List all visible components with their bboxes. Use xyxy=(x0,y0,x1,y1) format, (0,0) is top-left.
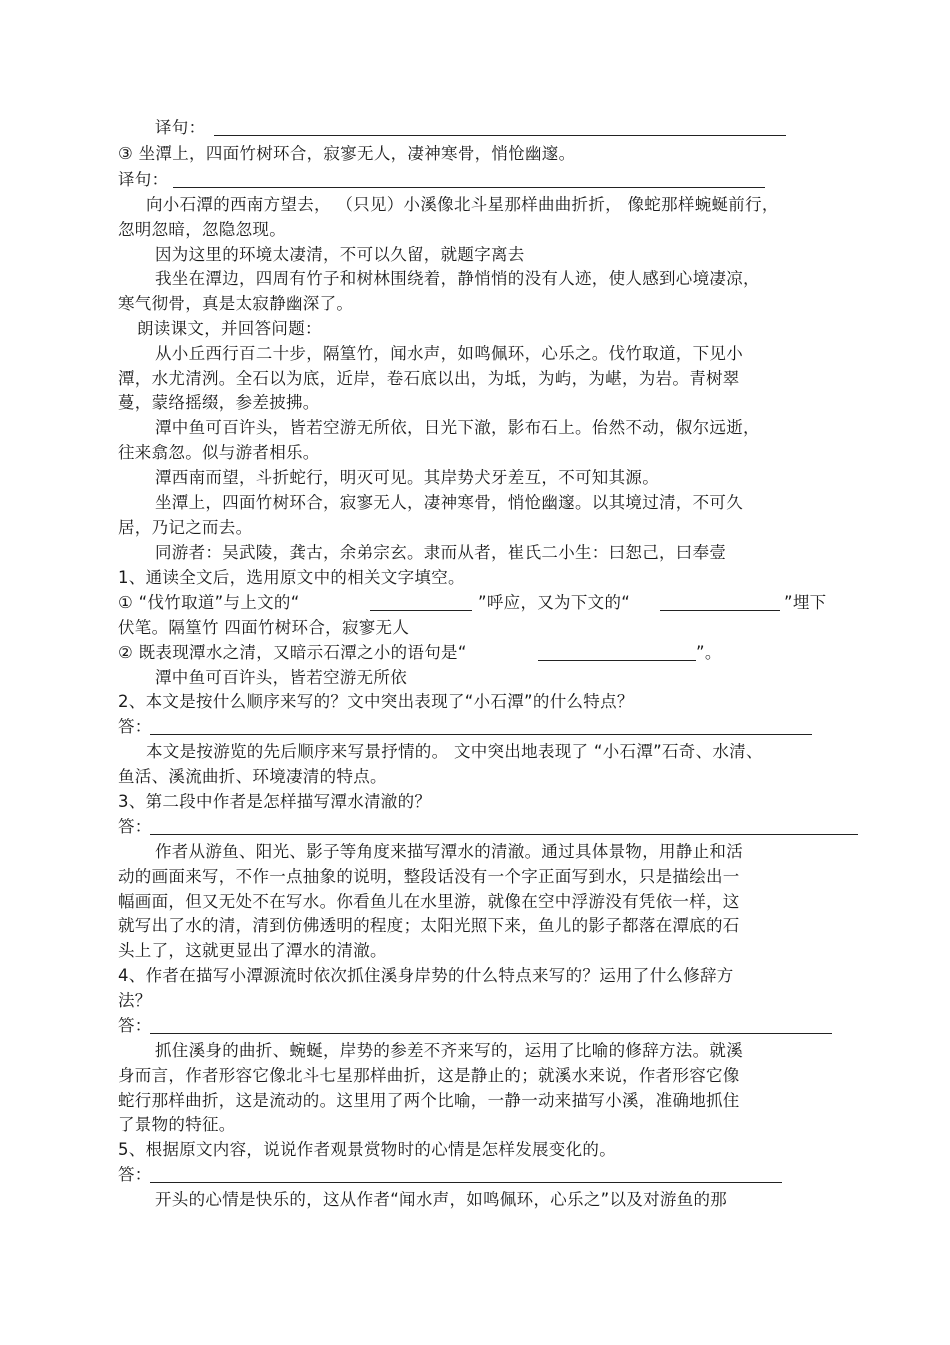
answer-label-5: 答： xyxy=(118,1165,152,1184)
question-4-answer-line-2: 身而言，作者形容它像北斗七星那样曲折，这是静止的；就溪水来说，作者形容它像 xyxy=(118,1066,740,1085)
answer-label-2: 答： xyxy=(118,717,152,736)
question-1-2-answer: 潭中鱼可百许头，皆若空游无所依 xyxy=(155,668,407,687)
question-1-1-blank-2 xyxy=(660,610,780,611)
answer-c-line-2: 寒气彻骨，真是太寂静幽深了。 xyxy=(118,294,354,313)
sentence-item-3: ③ 坐潭上，四面竹树环合，寂寥无人，凄神寒骨，悄怆幽邃。 xyxy=(118,144,576,163)
question-1-2-blank xyxy=(538,660,696,661)
passage-para1-line-2: 潭，水尤清洌。全石以为底，近岸，卷石底以出，为坻，为屿，为嵁，为岩。青树翠 xyxy=(118,369,740,388)
translation-label-1: 译句： xyxy=(155,118,206,137)
question-5-answer-line-1: 开头的心情是快乐的，这从作者“闻水声，如鸣佩环，心乐之”以及对游鱼的那 xyxy=(155,1190,728,1209)
answer-a-line-2: 忽明忽暗，忽隐忽现。 xyxy=(118,220,286,239)
question-1-1-answer: 伏笔。隔篁竹 四面竹树环合，寂寥无人 xyxy=(118,618,410,637)
question-1-2-part-a: ② 既表现潭水之清，又暗示石潭之小的语句是“ xyxy=(118,643,467,662)
question-4-line-1: 4、作者在描写小潭源流时依次抓住溪身岸势的什么特点来写的？运用了什么修辞方 xyxy=(118,966,734,985)
passage-para1-line-3: 蔓，蒙络摇缀，参差披拂。 xyxy=(118,393,320,412)
question-1-1-part-a: ① “伐竹取道”与上文的“ xyxy=(118,593,300,612)
question-4-answer-line-4: 了景物的特征。 xyxy=(118,1115,236,1134)
passage-para2-line-2: 往来翕忽。似与游者相乐。 xyxy=(118,443,320,462)
reading-instruction: 朗读课文，并回答问题： xyxy=(137,319,322,338)
question-2-answer-line-1: 本文是按游览的先后顺序来写景抒情的。 文中突出地表现了 “小石潭”石奇、水清、 xyxy=(146,742,763,761)
question-3-answer-line-3: 幅画面，但又无处不在写水。你看鱼儿在水里游，就像在空中浮游没有凭依一样，这 xyxy=(118,892,740,911)
answer-blank-line-q2 xyxy=(150,734,812,735)
translation-label-2: 译句： xyxy=(118,170,169,189)
question-1-1-part-c: ”埋下 xyxy=(784,593,827,612)
question-1-1-part-b: ”呼应，又为下文的“ xyxy=(478,593,631,612)
question-3-answer-line-1: 作者从游鱼、阳光、影子等角度来描写潭水的清澈。通过具体景物，用静止和活 xyxy=(155,842,743,861)
question-3-answer-line-4: 就写出了水的清，清到仿佛透明的程度；太阳光照下来，鱼儿的影子都落在潭底的石 xyxy=(118,916,740,935)
passage-para1-line-1: 从小丘西行百二十步，隔篁竹，闻水声，如鸣佩环，心乐之。伐竹取道，下见小 xyxy=(155,344,743,363)
question-4-answer-line-1: 抓住溪身的曲折、蜿蜒，岸势的参差不齐来写的，运用了比喻的修辞方法。就溪 xyxy=(155,1041,743,1060)
answer-label-3: 答： xyxy=(118,817,152,836)
passage-para2-line-1: 潭中鱼可百许头，皆若空游无所依，日光下澈，影布石上。佁然不动，俶尔远逝， xyxy=(155,418,760,437)
question-4-line-2: 法？ xyxy=(118,991,152,1010)
answer-blank-line-q4 xyxy=(150,1033,832,1034)
question-3-answer-line-5: 头上了，这就更显出了潭水的清澈。 xyxy=(118,941,387,960)
answer-blank-line-q5 xyxy=(150,1182,782,1183)
question-2-answer-line-2: 鱼活、溪流曲折、环境凄清的特点。 xyxy=(118,767,387,786)
answer-blank-line-1 xyxy=(214,135,786,136)
question-3: 3、第二段中作者是怎样描写潭水清澈的？ xyxy=(118,792,432,811)
question-4-answer-line-3: 蛇行那样曲折，这是流动的。这里用了两个比喻，一静一动来描写小溪，准确地抓住 xyxy=(118,1091,740,1110)
answer-b: 因为这里的环境太凄清，不可以久留，就题字离去 xyxy=(155,245,525,264)
answer-a-line-1: 向小石潭的西南方望去， （只见）小溪像北斗星那样曲曲折折， 像蛇那样蜿蜒前行， xyxy=(146,195,779,214)
question-2: 2、本文是按什么顺序来写的？文中突出表现了“小石潭”的什么特点？ xyxy=(118,692,634,711)
question-5: 5、根据原文内容，说说作者观景赏物时的心情是怎样发展变化的。 xyxy=(118,1140,616,1159)
passage-para3: 潭西南而望，斗折蛇行，明灭可见。其岸势犬牙差互，不可知其源。 xyxy=(155,468,659,487)
question-1: 1、通读全文后，选用原文中的相关文字填空。 xyxy=(118,568,465,587)
answer-label-4: 答： xyxy=(118,1016,152,1035)
answer-blank-line-q3 xyxy=(150,834,858,835)
passage-para4-line-2: 居，乃记之而去。 xyxy=(118,518,253,537)
question-1-1-blank-1 xyxy=(370,610,472,611)
passage-para4-line-1: 坐潭上，四面竹树环合，寂寥无人，凄神寒骨，悄怆幽邃。以其境过清，不可久 xyxy=(155,493,743,512)
question-3-answer-line-2: 动的画面来写，不作一点抽象的说明，整段话没有一个字正面写到水，只是描绘出一 xyxy=(118,867,740,886)
question-1-2-part-b: ”。 xyxy=(696,643,722,662)
passage-para5: 同游者：吴武陵，龚古，余弟宗玄。隶而从者，崔氏二小生：曰恕己，曰奉壹 xyxy=(155,543,727,562)
answer-blank-line-2 xyxy=(173,187,765,188)
answer-c-line-1: 我坐在潭边，四周有竹子和树林围绕着，静悄悄的没有人迹，使人感到心境凄凉， xyxy=(155,269,760,288)
